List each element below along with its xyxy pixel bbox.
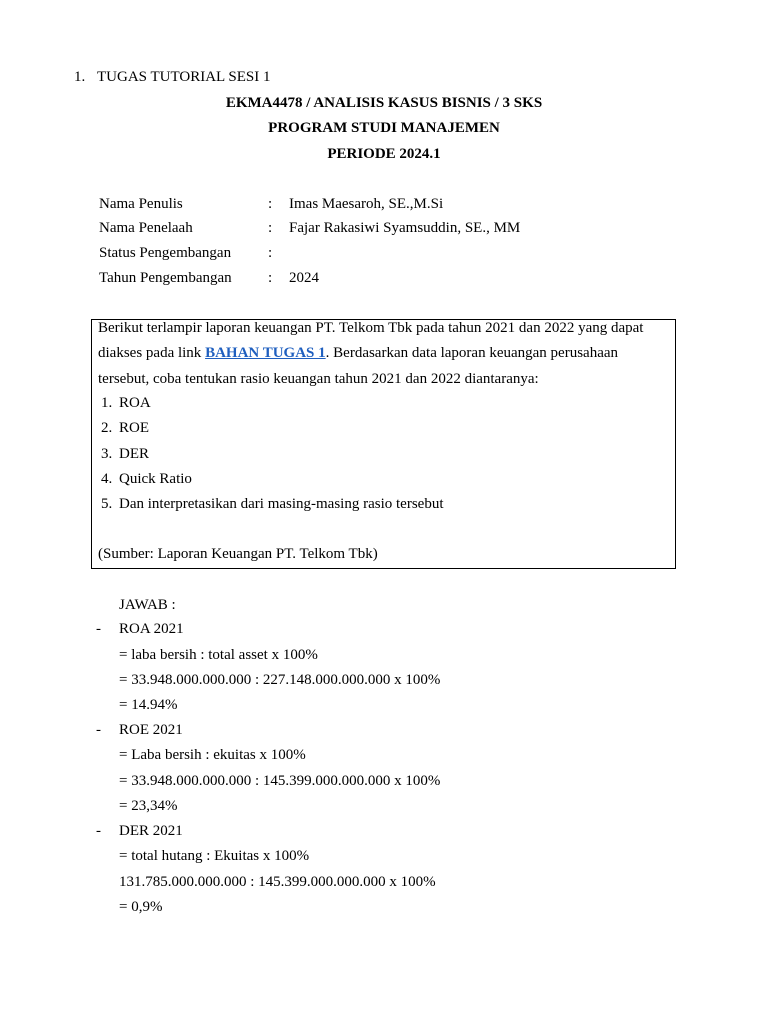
- info-colon: :: [268, 245, 273, 261]
- info-colon: :: [268, 270, 273, 286]
- period-title: PERIODE 2024.1: [327, 146, 441, 162]
- info-colon: :: [268, 220, 273, 236]
- task-intro-line-1: Berikut terlampir laporan keuangan PT. Telkom Tbk pada tahun 2021 dan 2022 yang dapat: [98, 320, 644, 336]
- der-title: DER 2021: [119, 823, 183, 839]
- task-source: (Sumber: Laporan Keuangan PT. Telkom Tbk): [98, 546, 378, 562]
- bahan-tugas-link[interactable]: BAHAN TUGAS 1: [205, 345, 326, 361]
- info-label-status: Status Pengembangan: [99, 245, 232, 261]
- heading-title: TUGAS TUTORIAL SESI 1: [97, 69, 271, 85]
- task-item-der: DER: [119, 446, 149, 462]
- task-item-interpretation: Dan interpretasikan dari masing-masing rasio tersebut: [119, 496, 444, 512]
- roe-calculation: = 33.948.000.000.000 : 145.399.000.000.000 x 100%: [119, 773, 441, 789]
- task-item-number: 4.: [101, 471, 113, 487]
- info-value-penelaah: Fajar Rakasiwi Syamsuddin, SE., MM: [289, 220, 521, 236]
- task-intro-text-before-link: diakses pada link: [98, 345, 206, 361]
- task-item-roa: ROA: [119, 395, 151, 411]
- info-value-penulis: Imas Maesaroh, SE.,M.Si: [289, 196, 444, 212]
- task-item-number: 5.: [101, 496, 113, 512]
- info-colon: :: [268, 196, 273, 212]
- roe-formula: = Laba bersih : ekuitas x 100%: [119, 747, 306, 763]
- task-item-number: 3.: [101, 446, 113, 462]
- task-item-roe: ROE: [119, 420, 149, 436]
- task-intro-line-2: [98, 344, 618, 362]
- course-title: EKMA4478 / ANALISIS KASUS BISNIS / 3 SKS: [225, 95, 543, 111]
- roa-calculation: = 33.948.000.000.000 : 227.148.000.000.000 x 100%: [119, 672, 441, 688]
- program-title: PROGRAM STUDI MANAJEMEN: [268, 120, 500, 136]
- list-bullet-dash: -: [96, 823, 101, 839]
- info-value-tahun: 2024: [289, 270, 319, 286]
- list-bullet-dash: -: [96, 722, 101, 738]
- task-intro-text-after-link: . Berdasarkan data laporan keuangan perusahaan: [325, 345, 619, 361]
- roe-title: ROE 2021: [119, 722, 183, 738]
- task-item-number: 2.: [101, 420, 113, 436]
- roa-title: ROA 2021: [119, 621, 184, 637]
- list-bullet-dash: -: [96, 621, 101, 637]
- roe-result: = 23,34%: [119, 798, 178, 814]
- der-calculation: 131.785.000.000.000 : 145.399.000.000.000 x 100%: [119, 874, 436, 890]
- task-item-quick-ratio: Quick Ratio: [119, 471, 192, 487]
- roa-result: = 14.94%: [119, 697, 178, 713]
- info-label-tahun: Tahun Pengembangan: [99, 270, 232, 286]
- task-item-number: 1.: [101, 395, 113, 411]
- task-intro-line-3: tersebut, coba tentukan rasio keuangan tahun 2021 dan 2022 diantaranya:: [98, 371, 539, 387]
- heading-number: 1.: [74, 69, 86, 85]
- der-formula: = total hutang : Ekuitas x 100%: [119, 848, 310, 864]
- answer-label: JAWAB :: [119, 597, 176, 613]
- der-result: = 0,9%: [119, 899, 163, 915]
- info-label-penelaah: Nama Penelaah: [99, 220, 193, 236]
- info-label-penulis: Nama Penulis: [99, 196, 183, 212]
- roa-formula: = laba bersih : total asset x 100%: [119, 647, 318, 663]
